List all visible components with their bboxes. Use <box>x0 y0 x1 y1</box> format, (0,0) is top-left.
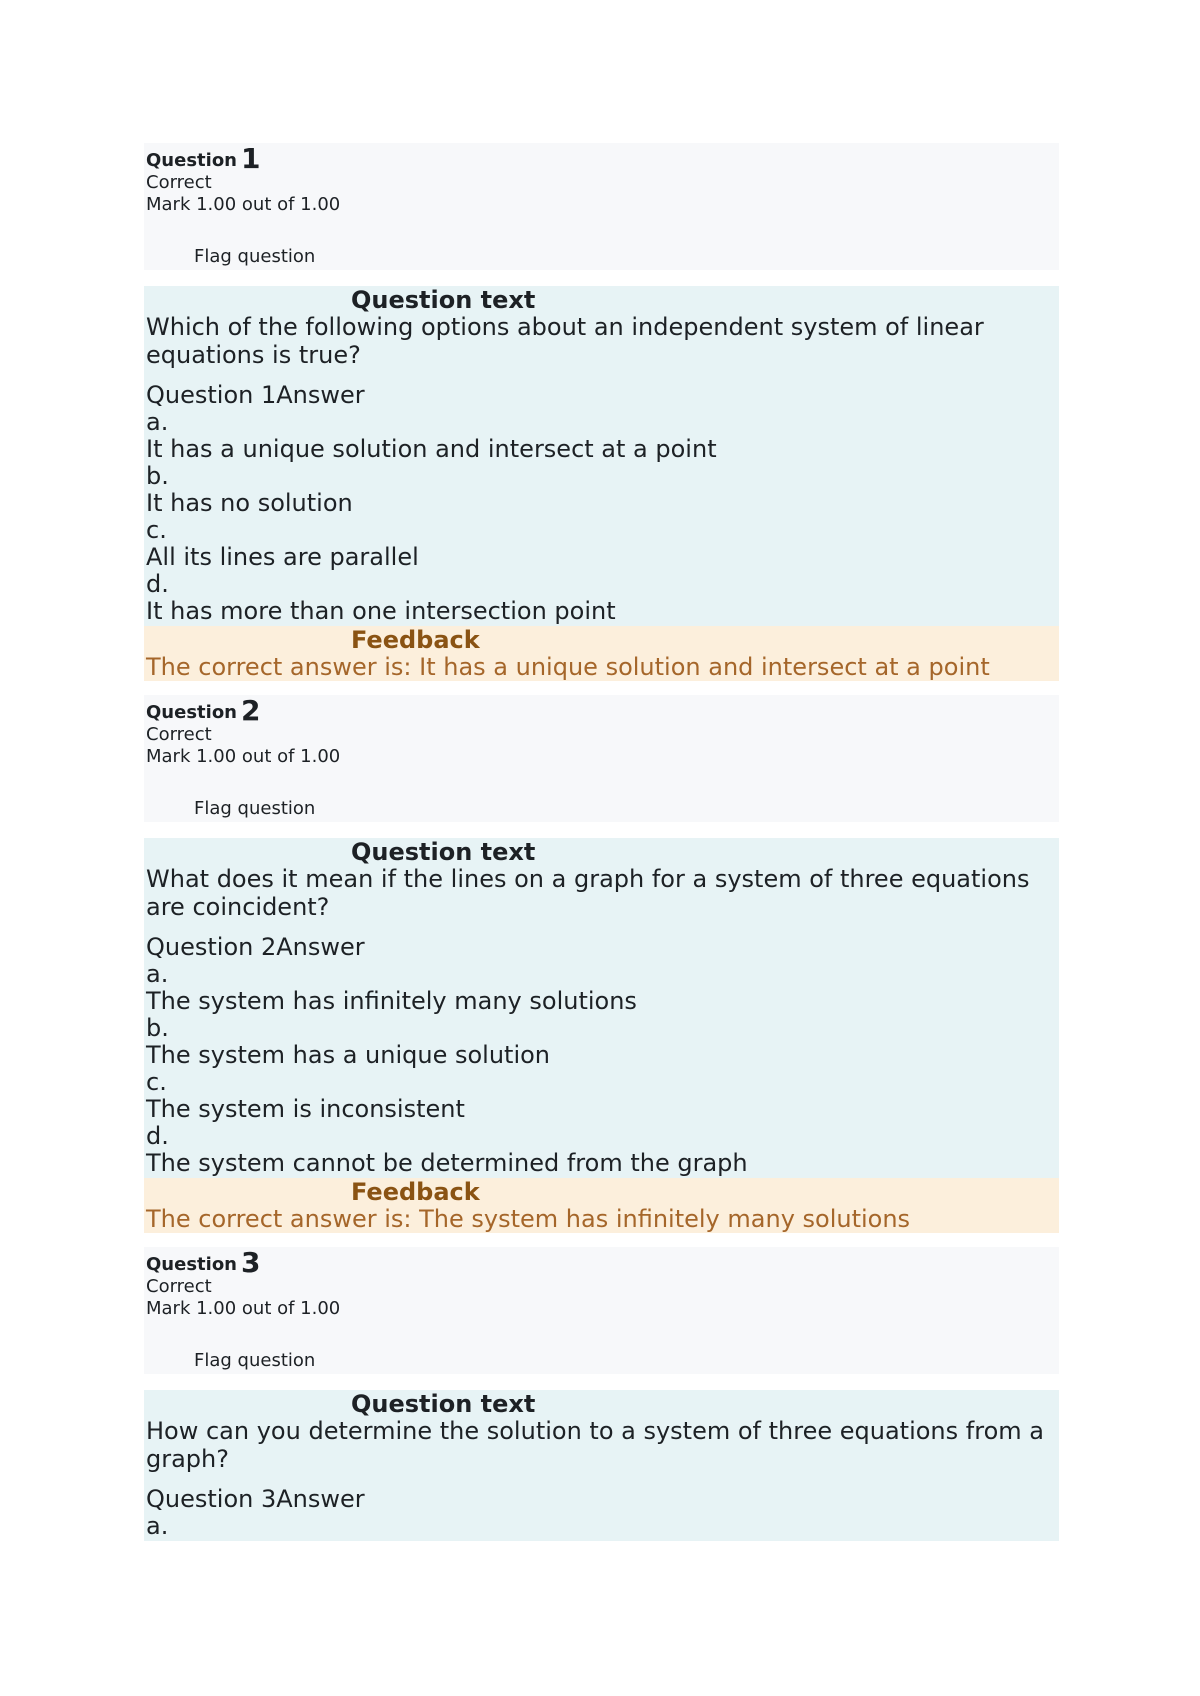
option-a-letter[interactable]: a. <box>146 960 169 988</box>
question-number-value: 3 <box>241 1246 261 1279</box>
answer-label: Question 1Answer <box>146 381 365 409</box>
question-content <box>144 838 1059 1178</box>
question-text: What does it mean if the lines on a graph for a system of three equations are coincident? <box>146 865 1030 921</box>
correct-answer-feedback: The correct answer is: The system has infinitely many solutions <box>146 1205 911 1233</box>
question-label: Question <box>146 150 237 171</box>
question-content <box>144 286 1059 626</box>
question-label: Question <box>146 702 237 723</box>
option-d-text[interactable]: It has more than one intersection point <box>146 597 616 625</box>
question-info <box>144 143 1059 270</box>
option-d-letter[interactable]: d. <box>146 570 169 598</box>
option-b-letter[interactable]: b. <box>146 462 169 490</box>
question-number <box>146 694 1057 727</box>
question-grade: Mark 1.00 out of 1.00 <box>146 1298 341 1319</box>
option-c-letter[interactable]: c. <box>146 516 167 544</box>
option-a-text[interactable]: The system has infinitely many solutions <box>146 987 637 1015</box>
feedback-box <box>144 1178 1059 1233</box>
option-c-text[interactable]: All its lines are parallel <box>146 543 419 571</box>
option-d-letter[interactable]: d. <box>146 1122 169 1150</box>
question-text-heading: Question text <box>351 286 536 314</box>
correct-answer-feedback: The correct answer is: It has a unique solution and intersect at a point <box>146 653 990 681</box>
question-number-value: 2 <box>241 694 261 727</box>
feedback-box <box>144 626 1059 681</box>
question-grade: Mark 1.00 out of 1.00 <box>146 746 341 767</box>
question-text: Which of the following options about an independent system of linear equations is true? <box>146 313 984 369</box>
option-b-letter[interactable]: b. <box>146 1014 169 1042</box>
question-state: Correct <box>146 724 212 745</box>
option-d-text[interactable]: The system cannot be determined from the graph <box>146 1149 748 1177</box>
answer-label: Question 3Answer <box>146 1485 365 1513</box>
option-a-letter[interactable]: a. <box>146 1512 169 1540</box>
question-state: Correct <box>146 172 212 193</box>
option-b-text[interactable]: It has no solution <box>146 489 353 517</box>
quiz-review-page <box>144 143 1059 1541</box>
option-b-text[interactable]: The system has a unique solution <box>146 1041 551 1069</box>
question-number <box>146 1246 1057 1279</box>
question-number-value: 1 <box>241 142 261 175</box>
option-a-letter[interactable]: a. <box>146 408 169 436</box>
flag-question-link[interactable]: Flag question <box>194 798 316 819</box>
question-state: Correct <box>146 1276 212 1297</box>
flag-question-link[interactable]: Flag question <box>194 246 316 267</box>
answer-label: Question 2Answer <box>146 933 365 961</box>
feedback-heading: Feedback <box>351 626 480 654</box>
option-c-text[interactable]: The system is inconsistent <box>146 1095 465 1123</box>
question-grade: Mark 1.00 out of 1.00 <box>146 194 341 215</box>
question-info <box>144 695 1059 822</box>
question-text: How can you determine the solution to a system of three equations from a graph? <box>146 1417 1044 1473</box>
option-a-text[interactable]: It has a unique solution and intersect at a point <box>146 435 717 463</box>
question-content <box>144 1390 1059 1541</box>
question-number <box>146 142 1057 175</box>
question-text-heading: Question text <box>351 1390 536 1418</box>
flag-question-link[interactable]: Flag question <box>194 1350 316 1371</box>
feedback-heading: Feedback <box>351 1178 480 1206</box>
question-label: Question <box>146 1254 237 1275</box>
question-text-heading: Question text <box>351 838 536 866</box>
question-info <box>144 1247 1059 1374</box>
option-c-letter[interactable]: c. <box>146 1068 167 1096</box>
